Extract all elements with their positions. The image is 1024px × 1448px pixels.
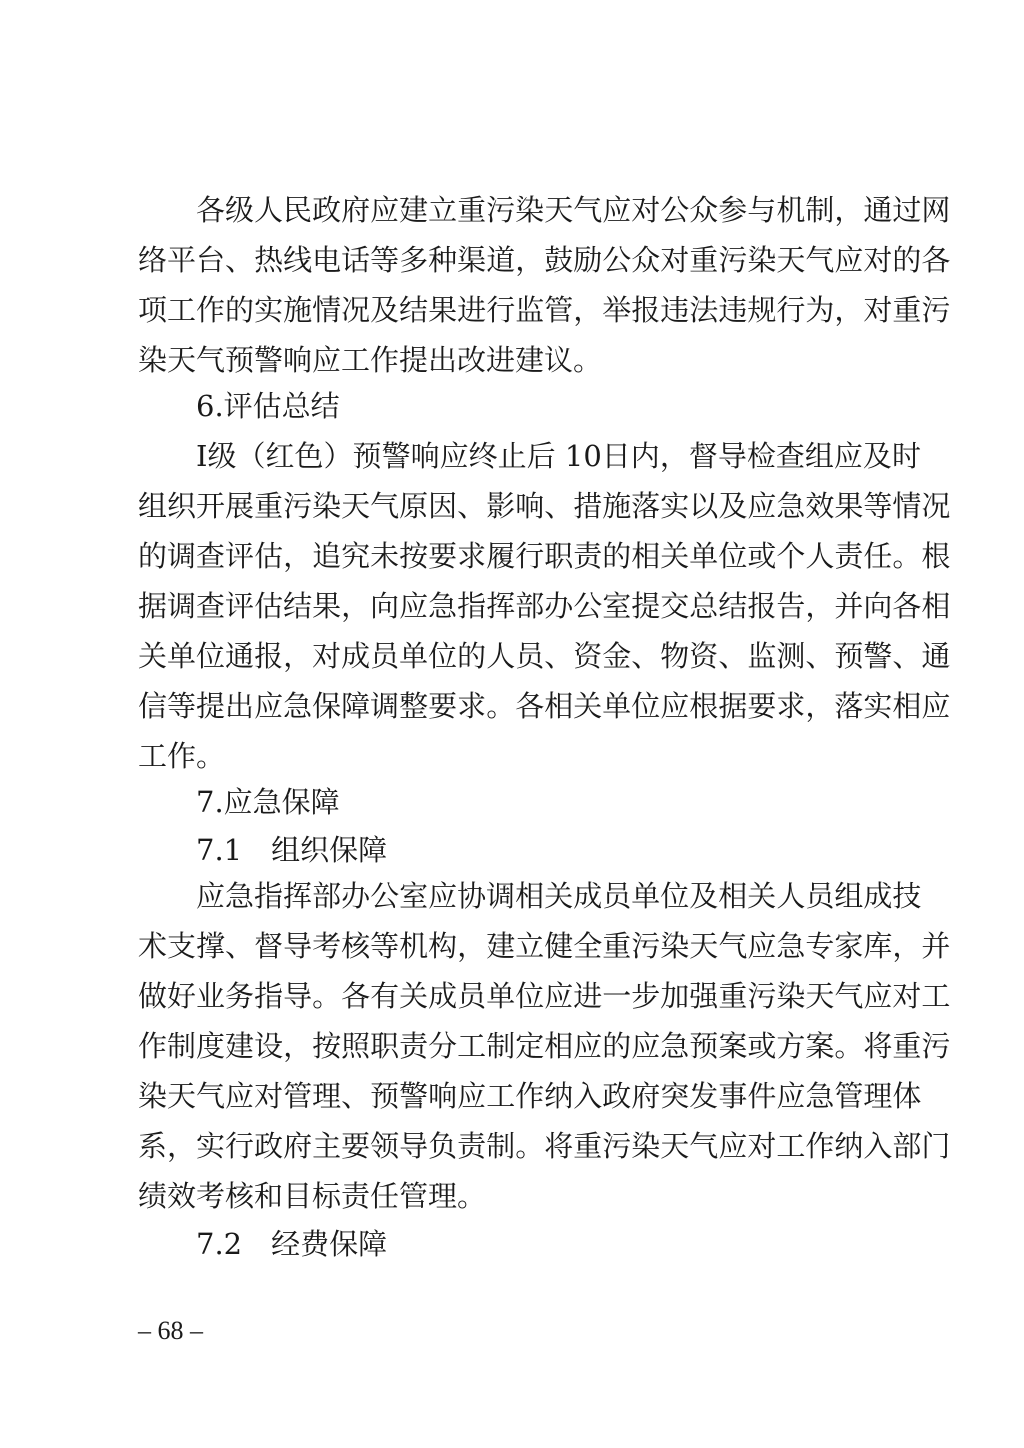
text-line: 6.评估总结 <box>196 389 340 423</box>
text-line: 的 调 查 评 估 ， 追 究 未 按 要 求 履 行 职 责 的 相 关 单 位 或 个 人 责 任 。 根 <box>138 539 951 573</box>
text-line: 据 调 查 评 估 结 果 ， 向 应 急 指 挥 部 办 公 室 提 交 总 结 报 告 ， 并 向 各 相 <box>138 589 951 623</box>
text-line: 7.2 经费保障 <box>196 1227 388 1261</box>
text-line: 绩效考核和目标责任管理。 <box>138 1179 487 1213</box>
page-number: – 68 – <box>138 1316 203 1345</box>
text-line: Ⅰ 级 （ 红 色 ） 预 警 响 应 终 止 后 10 日 内 ， 督 导 检 查 组 应 及 时 <box>196 439 921 473</box>
text-line: 染天气预警响应工作提出改进建议。 <box>138 343 603 377</box>
text-line: 术 支 撑 、 督 导 考 核 等 机 构 ， 建 立 健 全 重 污 染 天 气 应 急 专 家 库 ， 并 <box>138 929 951 963</box>
text-line: 作 制 度 建 设 ， 按 照 职 责 分 工 制 定 相 应 的 应 急 预 案 或 方 案 。 将 重 污 <box>138 1029 951 1063</box>
text-line: 染 天 气 应 对 管 理 、 预 警 响 应 工 作 纳 入 政 府 突 发 事 件 应 急 管 理 体 <box>138 1079 922 1113</box>
text-line: 各 级 人 民 政 府 应 建 立 重 污 染 天 气 应 对 公 众 参 与 机 制 ， 通 过 网 <box>196 193 951 227</box>
text-line: 应 急 指 挥 部 办 公 室 应 协 调 相 关 成 员 单 位 及 相 关 人 员 组 成 技 <box>196 879 922 913</box>
text-line: 信 等 提 出 应 急 保 障 调 整 要 求 。 各 相 关 单 位 应 根 据 要 求 ， 落 实 相 应 <box>138 689 951 723</box>
text-line: 7.应急保障 <box>196 785 340 819</box>
text-line: 做 好 业 务 指 导 。 各 有 关 成 员 单 位 应 进 一 步 加 强 重 污 染 天 气 应 对 工 <box>138 979 951 1013</box>
text-line: 项 工 作 的 实 施 情 况 及 结 果 进 行 监 管 ， 举 报 违 法 违 规 行 为 ， 对 重 污 <box>138 293 951 327</box>
text-line: 关 单 位 通 报 ， 对 成 员 单 位 的 人 员 、 资 金 、 物 资 、 监 测 、 预 警 、 通 <box>138 639 951 673</box>
text-line: 工作。 <box>138 739 226 773</box>
text-line: 络 平 台 、 热 线 电 话 等 多 种 渠 道 ， 鼓 励 公 众 对 重 污 染 天 气 应 对 的 各 <box>138 243 951 277</box>
text-line: 系 ， 实 行 政 府 主 要 领 导 负 责 制 。 将 重 污 染 天 气 应 对 工 作 纳 入 部 门 <box>138 1129 951 1163</box>
text-line: 组 织 开 展 重 污 染 天 气 原 因 、 影 响 、 措 施 落 实 以 及 应 急 效 果 等 情 况 <box>138 489 951 523</box>
text-line: 7.1 组织保障 <box>196 833 388 867</box>
